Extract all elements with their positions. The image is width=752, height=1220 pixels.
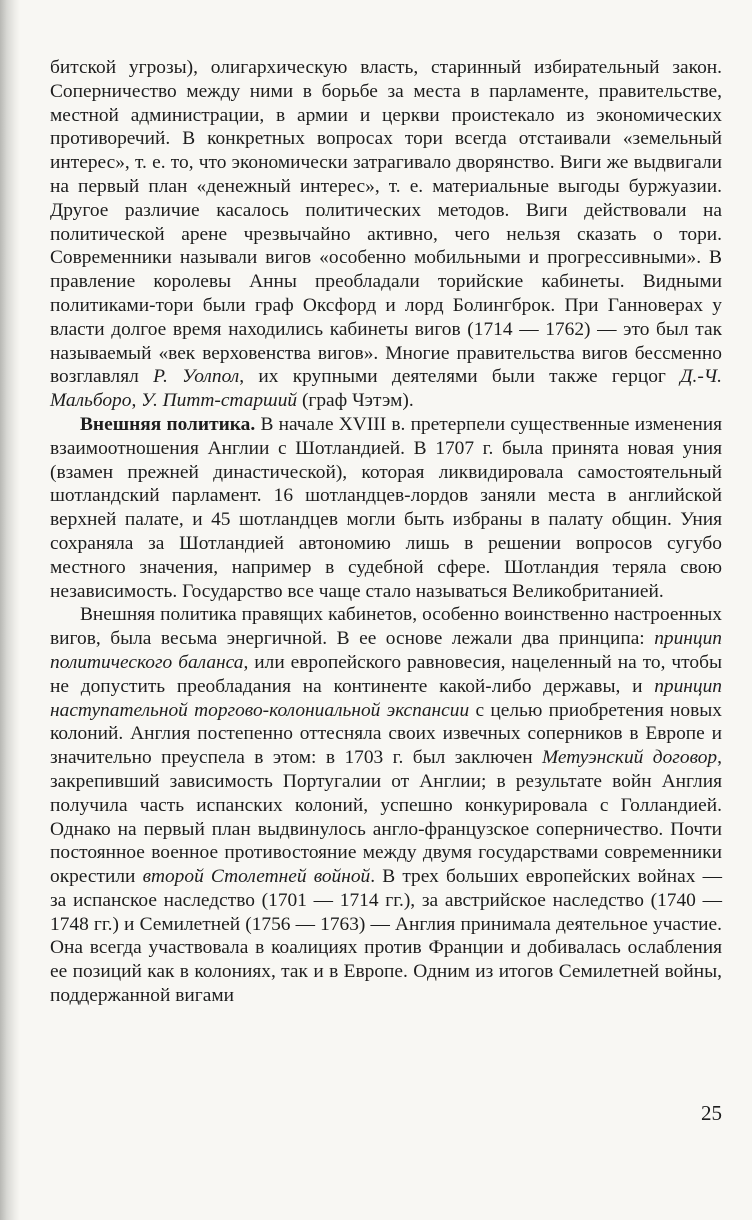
text-segment: , или европейского равновесия, нацеленный на то, чтобы не допустить преобладания на континенте какой-либо державы, и	[50, 651, 722, 697]
paragraph-foreign-policy-principles	[50, 603, 722, 1008]
text-segment: (граф Чэтэм).	[297, 390, 414, 412]
page-number: 25	[701, 1101, 722, 1125]
text-segment: ,	[131, 390, 142, 412]
text-segment: с целью приобретения новых колоний. Англия постепенно оттесняла своих извечных соперников в Европе и значительно преуспела в этом: в 1703 г. был заключен	[50, 699, 722, 769]
text-segment: . В трех больших европейских войнах — за испанское наследство (1701 — 1714 гг.), за австрийское наследство (1740 — 1748 гг.) и Семилетней (1756 — 1763) — Англия принимала деятельное участие. Она всегда участвовала в коалициях против Франции и добивалась ослабления ее позиций как в колониях, так и в Европе. Одним из итогов Семилетней войны, поддержанной вигами	[50, 866, 722, 1007]
text-segment: битской угрозы), олигархическую власть, старинный избирательный закон. Соперничество между ними в борьбе за места в парламенте, правительстве, местной администрации, в армии и церкви проистекало из экономических противоречий. В конкретных вопросах тори всегда отстаивали «земельный интерес», т. е. то, что экономически затрагивало дворянство. Виги же выдвигали на первый план «денежный интерес», т. е. материальные выгоды буржуазии. Другое различие касалось политических методов. Виги действовали на политической арене чрезвычайно активно, чего нельзя сказать о тори. Современники называли вигов «особенно мобильными и прогрессивными». В правление королевы Анны преобладали торийские кабинеты. Видными политиками-тори были граф Оксфорд и лорд Болингброк. При Ганноверах у власти долгое время находились кабинеты вигов (1714 — 1762) — это был так называемый «век верховенства вигов». Многие правительства вигов бессменно возглавлял	[50, 57, 722, 388]
text-segment: В начале XVIII в. претерпели существенные изменения взаимоотношения Англии с Шотландией. В 1707 г. была принята новая уния (взамен прежней династической), которая ликвидировала самостоятельный шотландский парламент. 16 шотландцев-лордов заняли места в английской верхней палате, и 45 шотландцев могли быть избраны в палату общин. Уния сохраняла за Шотландией автономию лишь в решении вопросов сугубо местного значения, например в судебной сфере. Шотландия теряла свою независимость. Государство все чаще стало называться Великобританией.	[50, 413, 722, 602]
text-segment: , их крупными деятелями были также герцог	[239, 366, 681, 388]
text-segment: Внешняя политика.	[80, 413, 256, 435]
paragraph-foreign-policy-scotland	[50, 413, 722, 603]
text-segment: Р. Уолпол	[153, 366, 240, 388]
text-segment: принцип политического баланса	[50, 628, 722, 673]
text-segment: Внешняя политика правящих кабинетов, особенно воинственно настроенных вигов, была весьма энергичной. В ее основе лежали два принципа:	[50, 604, 722, 650]
text-segment: принцип наступательной торгово-колониальной экспансии	[50, 675, 722, 721]
text-segment: У. Питт-старший	[141, 390, 298, 412]
body-text	[50, 56, 722, 1008]
text-segment: , закрепивший зависимость Португалии от Англии; в результате войн Англия получила часть испанских колоний, успешно конкурировала с Голландией. Однако на первый план выдвинулось англо-французское соперничество. Почти постоянное военное противостояние между двумя государствами современники окрестили	[50, 747, 722, 888]
text-segment: второй Столетней войной	[142, 866, 371, 888]
text-segment: Метуэнский договор	[542, 747, 718, 769]
text-segment: Д.-Ч. Мальборо	[50, 366, 723, 412]
paragraph-whigs-tories	[50, 56, 722, 413]
page-binding-shadow	[0, 0, 20, 1220]
